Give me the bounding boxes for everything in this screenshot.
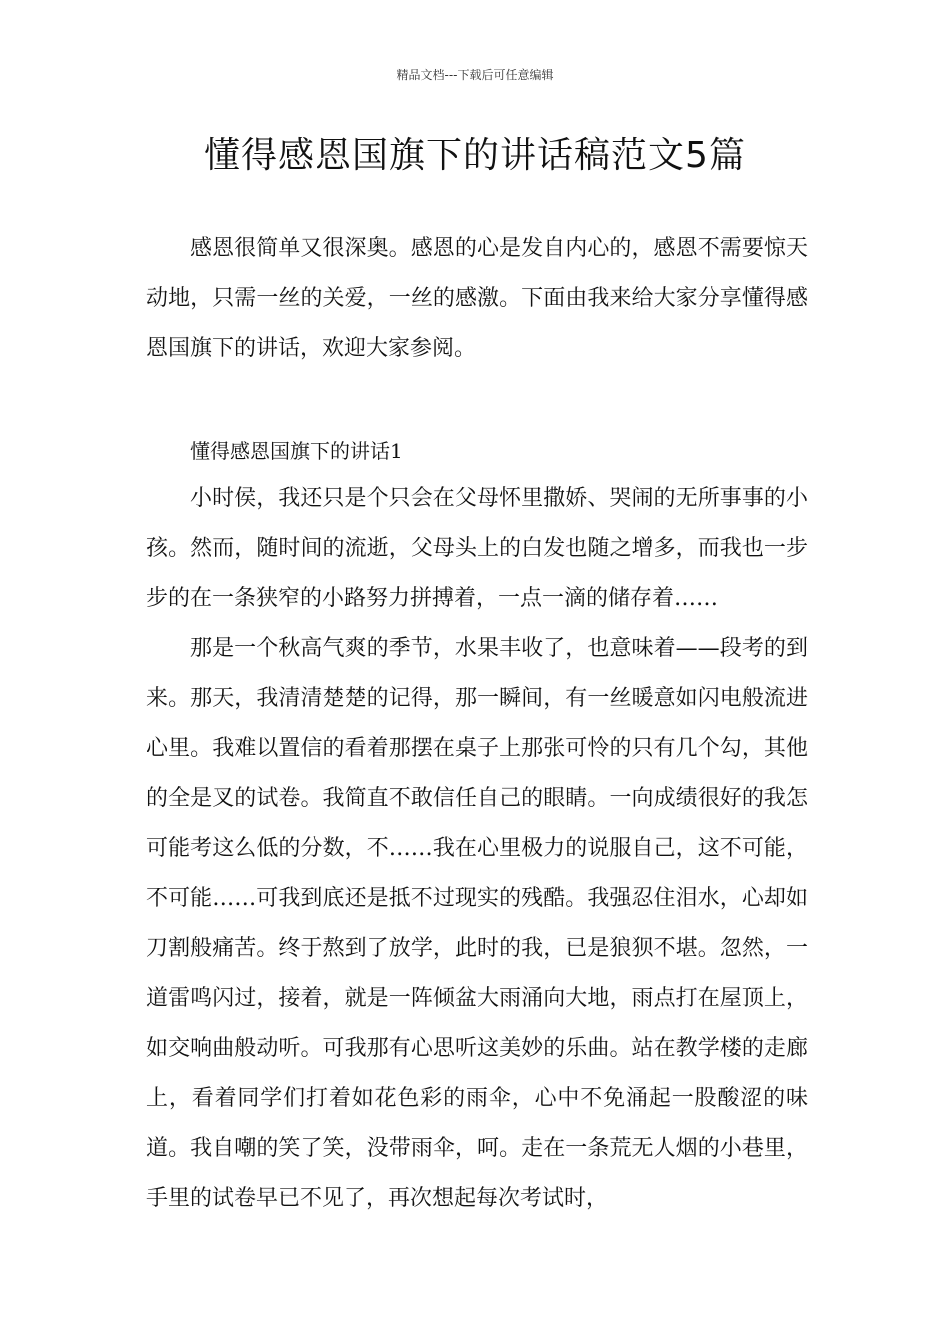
body-paragraph-2: 那是一个秋高气爽的季节，水果丰收了，也意味着——段考的到来。那天，我清清楚楚的记得，那一瞬间，有一丝暖意如闪电般流进心里。我难以置信的看着那摆在桌子上那张可怜的只有几个勾，其他的全是叉的试卷。我简直不敢信任自己的眼睛。一向成绩很好的我怎可能考这么低的分数，不……我在心里极力的说服自己，这不可能，不可能……可我到底还是抵不过现实的残酷。我强忍住泪水，心却如刀割般痛苦。终于熬到了放学，此时的我，已是狼狈不堪。忽然，一道雷鸣闪过，接着，就是一阵倾盆大雨涌向大地，雨点打在屋顶上，如交响曲般动听。可我那有心思听这美妙的乐曲。站在教学楼的走廊上，看着同学们打着如花色彩的雨伞，心中不免涌起一股酸涩的味道。我自嘲的笑了笑，没带雨伞，呵。走在一条荒无人烟的小巷里，手里的试卷早已不见了，再次想起每次考试时， bbox=[146, 636, 808, 1211]
section-title: 懂得感恩国旗下的讲话1 bbox=[190, 439, 403, 463]
document-title: 懂得感恩国旗下的讲话稿范文5篇 bbox=[204, 135, 746, 176]
main-body bbox=[146, 474, 808, 1224]
header-note: 精品文档---下载后可任意编辑 bbox=[396, 68, 554, 82]
intro-section bbox=[146, 224, 808, 374]
intro-paragraph: 感恩很简单又很深奥。感恩的心是发自内心的，感恩不需要惊天动地，只需一丝的关爱，一丝的感激。下面由我来给大家分享懂得感恩国旗下的讲话，欢迎大家参阅。 bbox=[146, 236, 808, 361]
body-paragraph-1: 小时侯，我还只是个只会在父母怀里撒娇、哭闹的无所事事的小孩。然而，随时间的流逝，父母头上的白发也随之增多，而我也一步步的在一条狭窄的小路努力拼搏着，一点一滴的储存着…… bbox=[146, 486, 808, 611]
